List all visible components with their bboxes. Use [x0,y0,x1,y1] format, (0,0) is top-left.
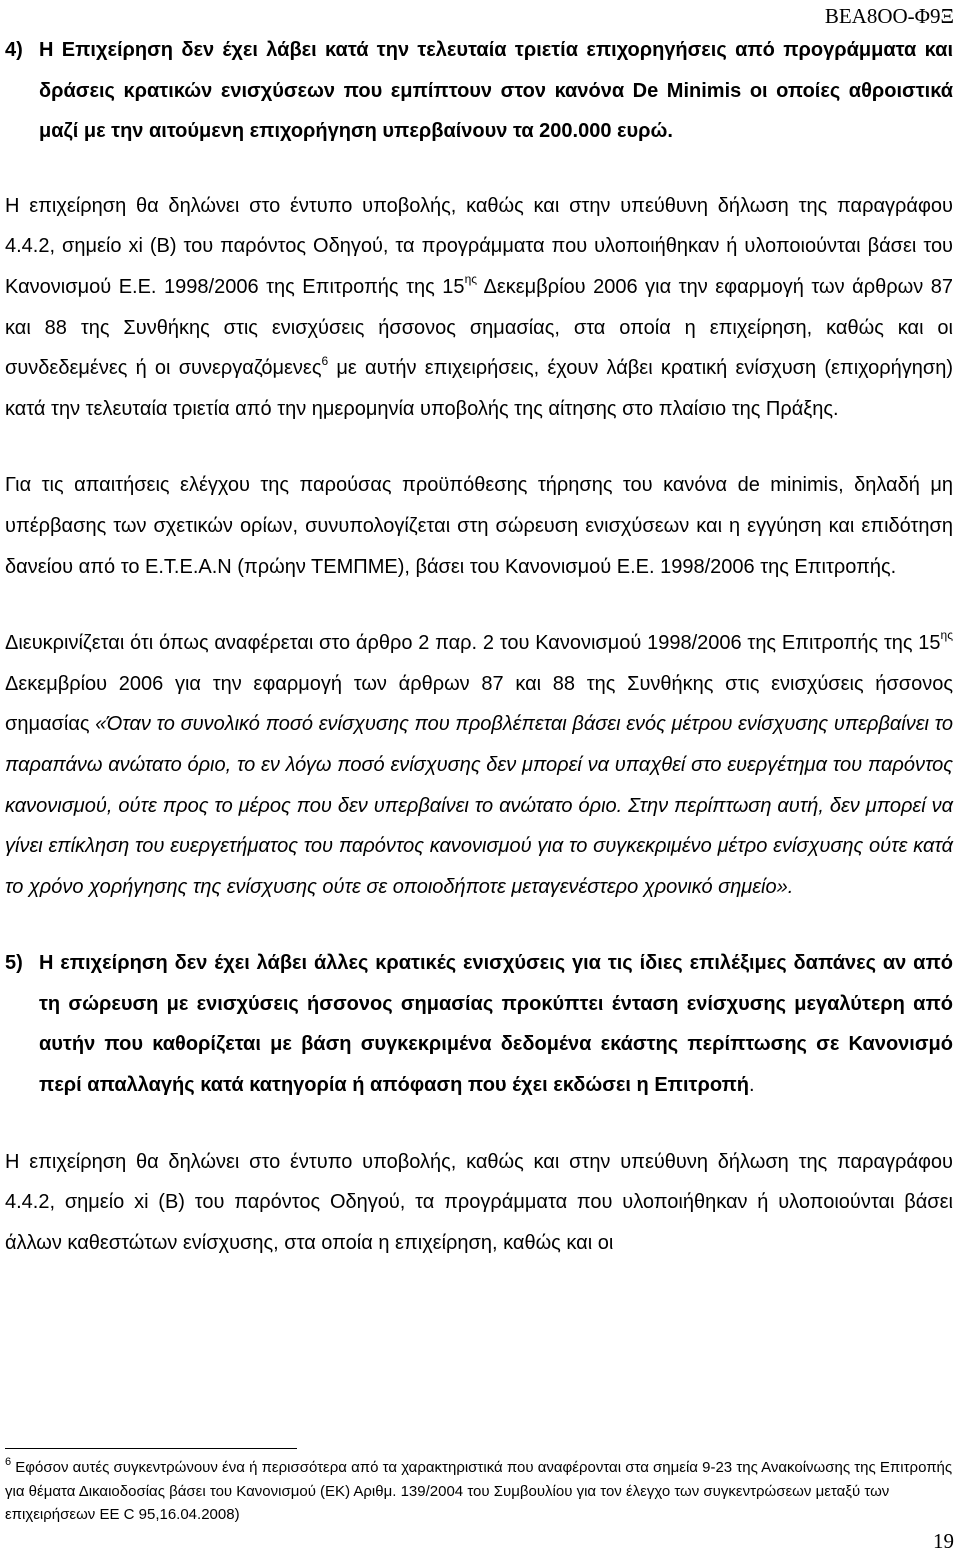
item-4-p1-text-b: Δεκεμβρίου 2006 για την εφαρμογή των άρθρων 87 και 88 της Συνθήκης στις ενισχύσεις ήσσονος σημασίας, στα οποία η επιχείρηση, καθώς και οι συνδεδεμένες ή οι συνεργαζόμενες [5,275,953,380]
footnote-reference-6[interactable]: 6 [321,353,329,368]
item-4-paragraph-3 [5,623,953,907]
footnote-text: Εφόσον αυτές συγκεντρώνουν ένα ή περισσότερα από τα χαρακτηριστικά που αναφέρονται στα σημεία 9-23 της Ανακοίνωσης της Επιτροπής για θέματα Δικαιοδοσίας βάσει του Κανονισμού (ΕΚ) Αριθμ. 139/2004 του Συμβουλίου για τον έλεγχο των συγκεντρώσεων μεταξύ των επιχειρήσεων ΕΕ C 95,16.04.2008) [5,1459,953,1523]
item-4-heading-text: Η Επιχείρηση δεν έχει λάβει κατά την τελευταία τριετία επιχορηγήσεις από προγράμματα και δράσεις κρατικών ενισχύσεων που εμπίπτουν στον κανόνα De Minimis οι οποίες αθροιστικά μαζί με την αιτούμενη επιχορήγηση υπερβαίνουν τα 200.000 ευρώ. [39,39,953,143]
ordinal-superscript: ης [940,628,953,643]
item-5-paragraph-1: Η επιχείρηση θα δηλώνει στο έντυπο υποβολής, καθώς και στην υπεύθυνη δήλωση της παραγράφου 4.4.2, σημείο xi (Β) του παρόντος Οδηγού, τα προγράμματα που υλοποιήθηκαν ή υλοποιούνται βάσει άλλων καθεστώτων ενίσχυσης, στα οποία η επιχείρηση, καθώς και οι [5,1150,953,1254]
ordinal-superscript: ης [464,272,478,287]
item-4-number: 4) [5,39,23,61]
page-number: 19 [933,1529,954,1553]
item-5-heading [5,943,953,1105]
item-4-paragraph-2: Για τις απαιτήσεις ελέγχου της παρούσας προϋπόθεσης τήρησης του κανόνα de minimis, δηλαδή μη υπέρβασης των σχετικών ορίων, συνυπολογίζεται στη σώρευση ενισχύσεων και η εγγύηση και επιδότηση δανείου από το Ε.Τ.Ε.Α.Ν (πρώην ΤΕΜΠΜΕ), βάσει του Κανονισμού Ε.Ε. 1998/2006 της Επιτροπής. [5,474,953,578]
document-reference-code: ΒΕΑ8ΟΟ-Φ9Ξ [824,4,954,28]
footnote-mark: 6 [5,1456,12,1468]
item-4-p1-text-a: Η επιχείρηση θα δηλώνει στο έντυπο υποβολής, καθώς και στην υπεύθυνη δήλωση της παραγράφου 4.4.2, σημείο xi (Β) του παρόντος Οδηγού, τα προγράμματα που υλοποιήθηκαν ή υλοποιούνται βάσει του Κανονισμού Ε.Ε. 1998/2006 της Επιτροπής της 15 [5,194,953,298]
item-5-heading-text: Η επιχείρηση δεν έχει λάβει άλλες κρατικές ενισχύσεις για τις ίδιες επιλέξιμες δαπάνες αν από τη σώρευση με ενισχύσεις ήσσονος σημασίας προκύπτει ένταση ενίσχυσης μεγαλύτερη από αυτήν που καθορίζεται με βάση συγκεκριμένα δεδομένα εκάστης περίπτωσης σε Κανονισμό περί απαλλαγής κατά κατηγορία ή απόφαση που έχει εκδώσει η Επιτροπή [39,952,953,1097]
page-body [5,30,953,1263]
item-4-heading [5,30,953,152]
footnote-6 [5,1456,953,1527]
item-4-paragraph-1 [5,186,953,430]
regulation-quote: «Όταν το συνολικό ποσό ενίσχυσης που προβλέπεται βάσει ενός μέτρου ενίσχυσης υπερβαίνει το παραπάνω ανώτατο όριο, το εν λόγω ποσό ενίσχυσης δεν μπορεί να υπαχθεί στο ευεργέτημα του παρόντος κανονισμού, ούτε προς το μέρος που δεν υπερβαίνει το ανώτατο όριο. Στην περίπτωση αυτή, δεν μπορεί να γίνει επίκληση του ευεργετήματος του παρόντος κανονισμού για το συγκεκριμένο μέτρο ενίσχυσης ούτε κατά το χρόνο χορήγησης της ενίσχυσης ούτε σε οποιοδήποτε μεταγενέστερο χρονικό σημείο». [5,713,953,898]
item-4-p1-text-c: με αυτήν επιχειρήσεις, έχουν λάβει κρατική ενίσχυση (επιχορήγηση) κατά την τελευταία τριετία από την ημερομηνία υποβολής της αίτησης στο πλαίσιο της Πράξης. [5,357,953,420]
item-4-p3-text-b: Δεκεμβρίου 2006 για την εφαρμογή των άρθρων 87 και 88 της Συνθήκης στις ενισχύσεις ήσσονος σημασίας [5,672,953,736]
item-5-number: 5) [5,952,23,975]
item-4-p3-text-a: Διευκρινίζεται ότι όπως αναφέρεται στο άρθρο 2 παρ. 2 του Κανονισμού 1998/2006 της Επιτροπής της 15 [5,632,941,655]
footnote-separator [5,1448,297,1449]
item-5-heading-end: . [749,1074,755,1097]
